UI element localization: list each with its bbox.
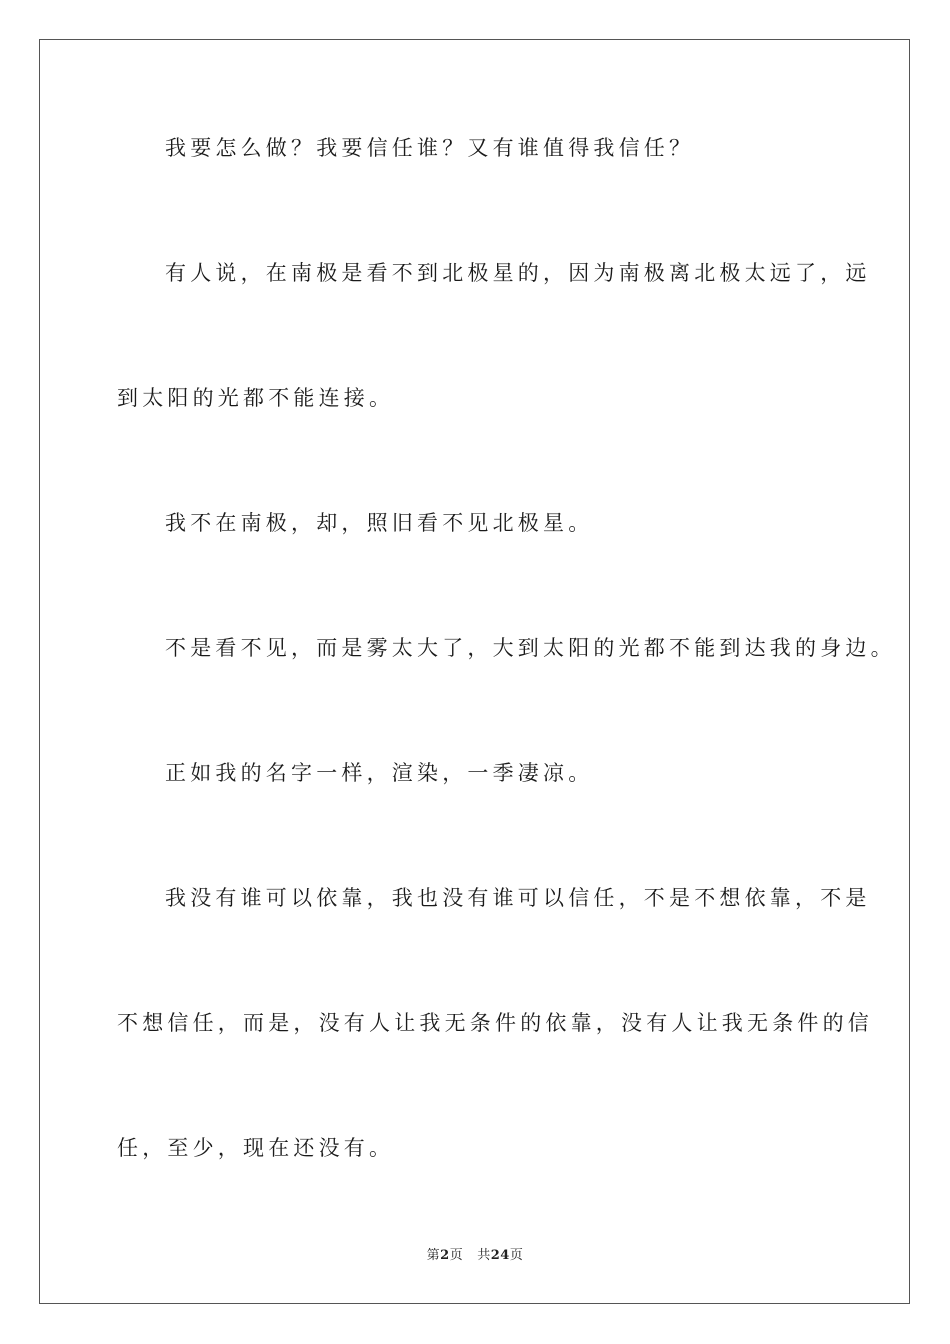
- footer-total-suffix: 页: [509, 1248, 524, 1263]
- paragraph-line-6: 正如我的名字一样，渲染，一季凄凉。: [165, 761, 594, 785]
- footer-page-prefix: 第: [426, 1248, 441, 1263]
- page-border: [39, 39, 910, 1304]
- footer-page-number: 2: [440, 1248, 450, 1263]
- paragraph-line-8: 不想信任，而是，没有人让我无条件的依靠，没有人让我无条件的信: [117, 1011, 873, 1035]
- footer-total-pages: 24: [490, 1248, 510, 1263]
- footer-total-prefix: 共: [477, 1248, 491, 1263]
- paragraph-line-2: 有人说，在南极是看不到北极星的，因为南极离北极太远了，远: [165, 261, 871, 285]
- paragraph-line-5: 不是看不见，而是雾太大了，大到太阳的光都不能到达我的身边。: [165, 636, 896, 660]
- paragraph-line-9: 任，至少，现在还没有。: [117, 1136, 395, 1160]
- paragraph-line-3: 到太阳的光都不能连接。: [117, 386, 395, 410]
- paragraph-line-1: 我要怎么做？我要信任谁？又有谁值得我信任？: [165, 136, 695, 160]
- footer-page-suffix: 页: [449, 1248, 464, 1263]
- paragraph-line-4: 我不在南极，却，照旧看不见北极星。: [165, 511, 594, 535]
- paragraph-line-7: 我没有谁可以依靠，我也没有谁可以信任，不是不想依靠，不是: [165, 886, 871, 910]
- page-footer: [0, 1249, 950, 1262]
